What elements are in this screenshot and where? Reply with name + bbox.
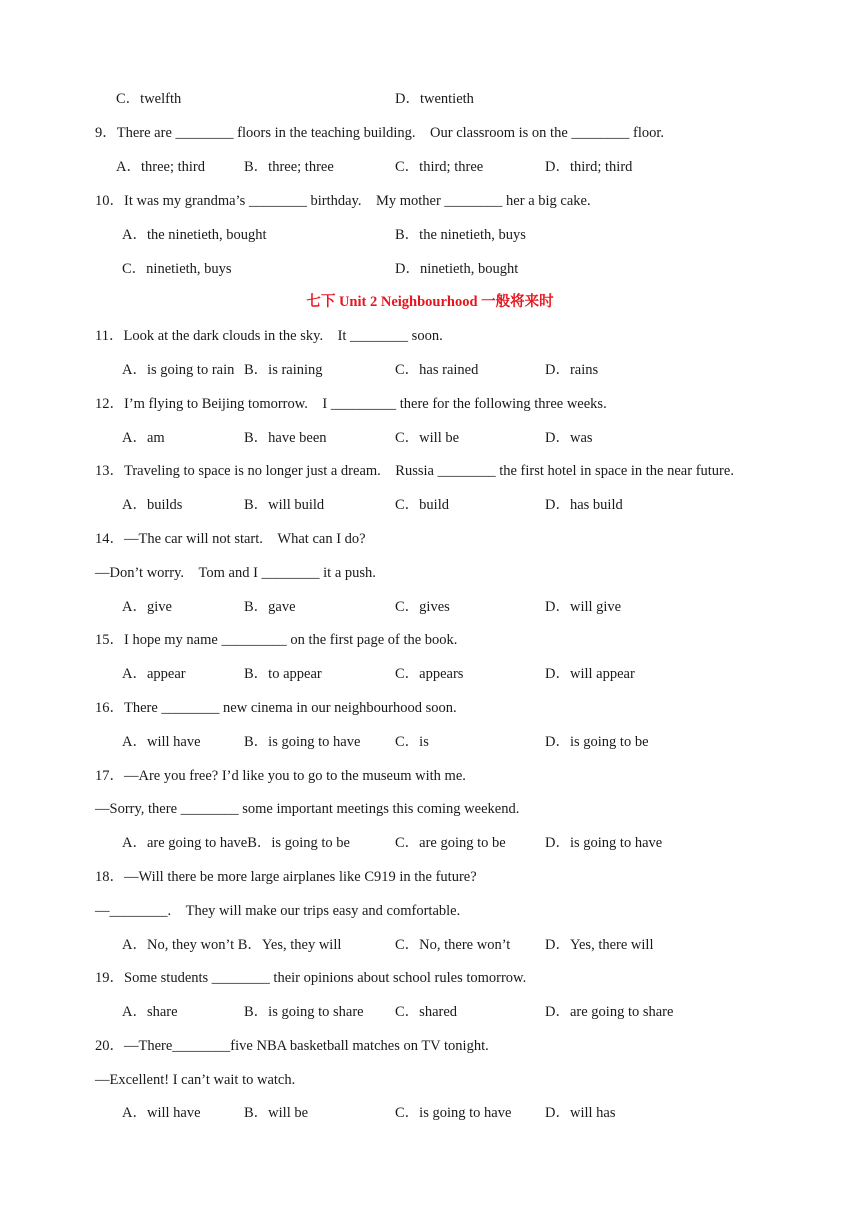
section-heading: 七下 Unit 2 Neighbourhood 一般将来时 — [306, 294, 554, 310]
option-d: D．has build — [545, 497, 623, 513]
question-stem-reply: —Sorry, there ________ some important meetings this coming weekend. — [95, 801, 520, 817]
question-stem: 11．Look at the dark clouds in the sky. It ________ soon. — [95, 328, 443, 344]
option-a: A．give — [122, 599, 172, 615]
question-stem-reply: —Don’t worry. Tom and I ________ it a push. — [95, 565, 376, 581]
option-b: B．will be — [244, 1105, 309, 1121]
option-b: B．is going to have — [244, 734, 361, 750]
option-b: B．three; three — [244, 159, 334, 175]
option-d: D．rains — [545, 362, 599, 378]
option-d: D．will appear — [545, 666, 635, 682]
question-stem: 12．I’m flying to Beijing tomorrow. I _________ there for the following three weeks. — [95, 396, 607, 412]
option-a: A．three; third — [116, 159, 205, 175]
option-c: C．are going to be — [395, 835, 506, 851]
option-c: C．gives — [395, 599, 450, 615]
option-c: C．appears — [395, 666, 464, 682]
option-b: B．is raining — [244, 362, 323, 378]
question-stem: 18．—Will there be more large airplanes like C919 in the future? — [95, 869, 477, 885]
option-c: C．will be — [395, 430, 460, 446]
option-b: B．the ninetieth, buys — [395, 227, 526, 243]
option-b: B．to appear — [244, 666, 322, 682]
question-stem: 17．—Are you free? I’d like you to go to the museum with me. — [95, 768, 466, 784]
option-c: C．third; three — [395, 159, 484, 175]
option-a: A．is going to rain — [122, 362, 235, 378]
option-c: C．twelfth — [116, 91, 182, 107]
question-stem: 16．There ________ new cinema in our neighbourhood soon. — [95, 700, 457, 716]
question-stem: 19．Some students ________ their opinions about school rules tomorrow. — [95, 970, 527, 986]
option-a: A．am — [122, 430, 165, 446]
option-c: C．is going to have — [395, 1105, 512, 1121]
option-d: D．third; third — [545, 159, 633, 175]
option-a: A．the ninetieth, bought — [122, 227, 267, 243]
question-stem: 14．—The car will not start. What can I do? — [95, 531, 366, 547]
option-a: A．share — [122, 1004, 178, 1020]
option-d: D．ninetieth, bought — [395, 261, 519, 277]
option-a-b: A．are going to haveB．is going to be — [122, 835, 350, 851]
option-d: D．is going to have — [545, 835, 663, 851]
option-b: B．gave — [244, 599, 296, 615]
option-c: C．No, there won’t — [395, 937, 511, 953]
option-a-b: A．No, they won’t B．Yes, they will — [122, 937, 342, 953]
question-stem-reply: —________. They will make our trips easy and comfortable. — [95, 903, 461, 919]
option-b: B．have been — [244, 430, 327, 446]
option-c: C．build — [395, 497, 449, 513]
option-a: A．builds — [122, 497, 183, 513]
option-d: D．twentieth — [395, 91, 474, 107]
question-stem: 9．There are ________ floors in the teaching building. Our classroom is on the ________ floor. — [95, 125, 665, 141]
option-b: B．will build — [244, 497, 325, 513]
question-stem: 15．I hope my name _________ on the first page of the book. — [95, 632, 458, 648]
option-d: D．are going to share — [545, 1004, 674, 1020]
option-a: A．appear — [122, 666, 186, 682]
question-stem: 20．—There________five NBA basketball matches on TV tonight. — [95, 1038, 489, 1054]
option-a: A．will have — [122, 1105, 201, 1121]
option-d: D．will has — [545, 1105, 616, 1121]
question-stem: 13．Traveling to space is no longer just a dream. Russia ________ the first hotel in space in the near future. — [95, 463, 734, 479]
option-c: C．shared — [395, 1004, 458, 1020]
question-stem-reply: —Excellent! I can’t wait to watch. — [95, 1072, 296, 1088]
option-c: C．is — [395, 734, 429, 750]
option-c: C．has rained — [395, 362, 479, 378]
option-b: B．is going to share — [244, 1004, 364, 1020]
option-c: C．ninetieth, buys — [122, 261, 232, 277]
option-a: A．will have — [122, 734, 201, 750]
option-d: D．was — [545, 430, 593, 446]
option-d: D．will give — [545, 599, 622, 615]
question-stem: 10．It was my grandma’s ________ birthday. My mother ________ her a big cake. — [95, 193, 591, 209]
option-d: D．is going to be — [545, 734, 649, 750]
option-d: D．Yes, there will — [545, 937, 654, 953]
